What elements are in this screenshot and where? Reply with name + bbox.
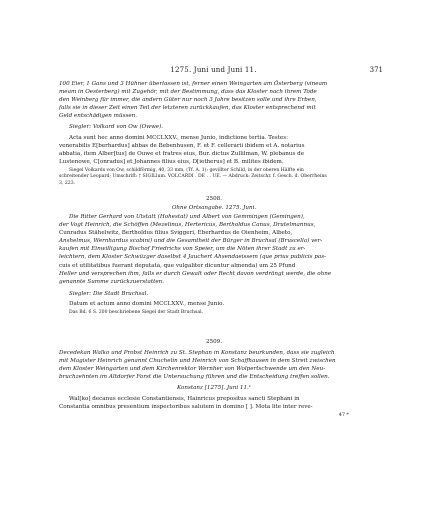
summary-line: cuis et utilitatibus fuerant deputata, que vulgaliter dicuntur almenda) um 25 Pfund — [59, 262, 296, 269]
signature-mark: 47 * — [338, 412, 349, 418]
text-line: Wal[ko] decanus ecclesie Constantiensis, Hainricus prepositus sancti Stephani in — [69, 396, 300, 402]
summary-line: dem Kloster Weingarten und dem Kirchenrektor Wernher von Wolpertschwende um den Neu- — [59, 366, 326, 373]
summary-line: Heller und versprechen ihm, falls er durch Gewalt oder Recht davon verdrängt werde, die ohne — [59, 270, 332, 277]
summary-line: Die Ritter Gerhard von Utstatt (Hohestat) und Albert von Gemmingen (Gemingen), — [69, 214, 305, 220]
summary-line: Geld entschädigen müssen. — [59, 113, 138, 120]
seal-description: Das Bd. 6 S. 200 beschriebene Siegel der Stadt Bruchsal. — [69, 310, 204, 315]
siegler-line: Siegler: Volkard von Ow (Owwe). — [69, 124, 164, 130]
summary-line: Cunradus Stähelwitz, Bertholdus filius Sviggeri, Eberhardus de Oienheim, Albeto, — [59, 230, 293, 237]
datum-line: Datum et actum anno domini MCCLXXV., mense Junio. — [69, 301, 225, 307]
seal-description — [59, 168, 369, 187]
document-text — [59, 395, 369, 411]
summary-line: falls sie in dieser Zeit einen Teil der letzteren zurückkaufen, das Kloster entsprechend mit — [59, 105, 316, 112]
document-summary — [59, 213, 369, 286]
page-number: 371 — [369, 66, 383, 74]
document-place-date: Konstanz [1275]. Juni 11.¹ — [176, 385, 252, 391]
summary-line: den Weinberg für immer, die andern Güter nur noch 3 Jahre besitzen solle und ihre Erben, — [59, 97, 317, 104]
acta-line: Lustenowe, C[onradus] et Johannes filius eius, D[ietherus] et B. milites ibidem. — [59, 159, 284, 166]
acta-line: abbatia, item Alber[tus] de Ouwe et fratres eius, Bur. dictus Zullilman, W. plebanus de — [59, 151, 305, 158]
summary-line: kaufen mit Einwilligung Bischof Friedrichs von Speier, um die Nöten ihrer Stadt zu er- — [59, 246, 306, 253]
running-header: 1275. Juni und Juni 11. — [170, 66, 257, 74]
summary-line: 100 Eier, 1 Gans und 3 Hühner überlassen ist, ferner einen Weingarten am Österberg (vineam — [59, 81, 328, 87]
text-line: Constantia omnibus presentium inspectoribus salutem in domino [ ]. Mota lite inter reve- — [59, 404, 313, 411]
acta-line: venerabilis E[berhardus] abbas de Bebenhusen, F. et F. cellerarii ibidem et A. notarius — [59, 143, 305, 150]
summary-line: bruchzehnten im Altdorfer Forst die Untersuchung führen und die Entscheidung treffen sollen. — [59, 374, 330, 381]
previous-document-summary — [59, 80, 369, 120]
summary-line: genannte Summe zurückzuerstatten. — [59, 278, 165, 285]
summary-line: Anshelmus, Wernhardus scabini) und die Gesamtheit der Bürger in Bruchsal (Bruscella) ver- — [59, 238, 323, 245]
seal-line: 3, 223. — [59, 180, 76, 186]
document-number: 2509. — [205, 339, 222, 345]
acta-text — [59, 134, 369, 166]
seal-line: schreitender Leopard; Umschrift: † SIGILlum. VOLCARDI . DE . . UE. — Abdruck: Zeitschr. f. Gesch. d. Oberrheins — [59, 174, 327, 180]
document-summary — [59, 349, 369, 381]
summary-line: meam in Oesterberg) mit Zugehör, mit der Bestimmung, dass das Kloster nach ihrem Tode — [59, 89, 317, 96]
summary-line: mit Magister Heinrich genannt Chuchelin und Heinrich von Schaffhausen in dem Streit zwischen — [59, 358, 336, 365]
summary-line: der Vogt Heinrich, die Schöffen (Mezelinus, Hertericus, Bertholdus Canus, Drutelmannus, — [59, 222, 316, 229]
summary-line: leichtern, dem Kloster Schwüzger daselbst 4 Jauchert Ahsendaeissem (que prius publicis pas- — [59, 254, 326, 261]
summary-line: Decedekan Walko und Probst Heinrich zu St. Stephan in Konstanz beurkunden, dass sie zugleich — [59, 350, 335, 356]
document-number: 2508. — [205, 196, 222, 202]
document-place-date: Ohne Ortsangabe. 1275. Juni. — [171, 205, 257, 211]
seal-line: Siegel Volkards von Ow, schildförmig, 40, 33 mm, (Tf. A. 1): gevillter Schild, in der oberen Hälfte ein — [69, 168, 304, 173]
siegler-line: Siegler: Die Stadt Bruchsal. — [69, 291, 149, 297]
acta-line: Acta sunt hec anno domini MCCLXXV., mense Junio, indictione tertia. Testes: — [69, 135, 288, 141]
